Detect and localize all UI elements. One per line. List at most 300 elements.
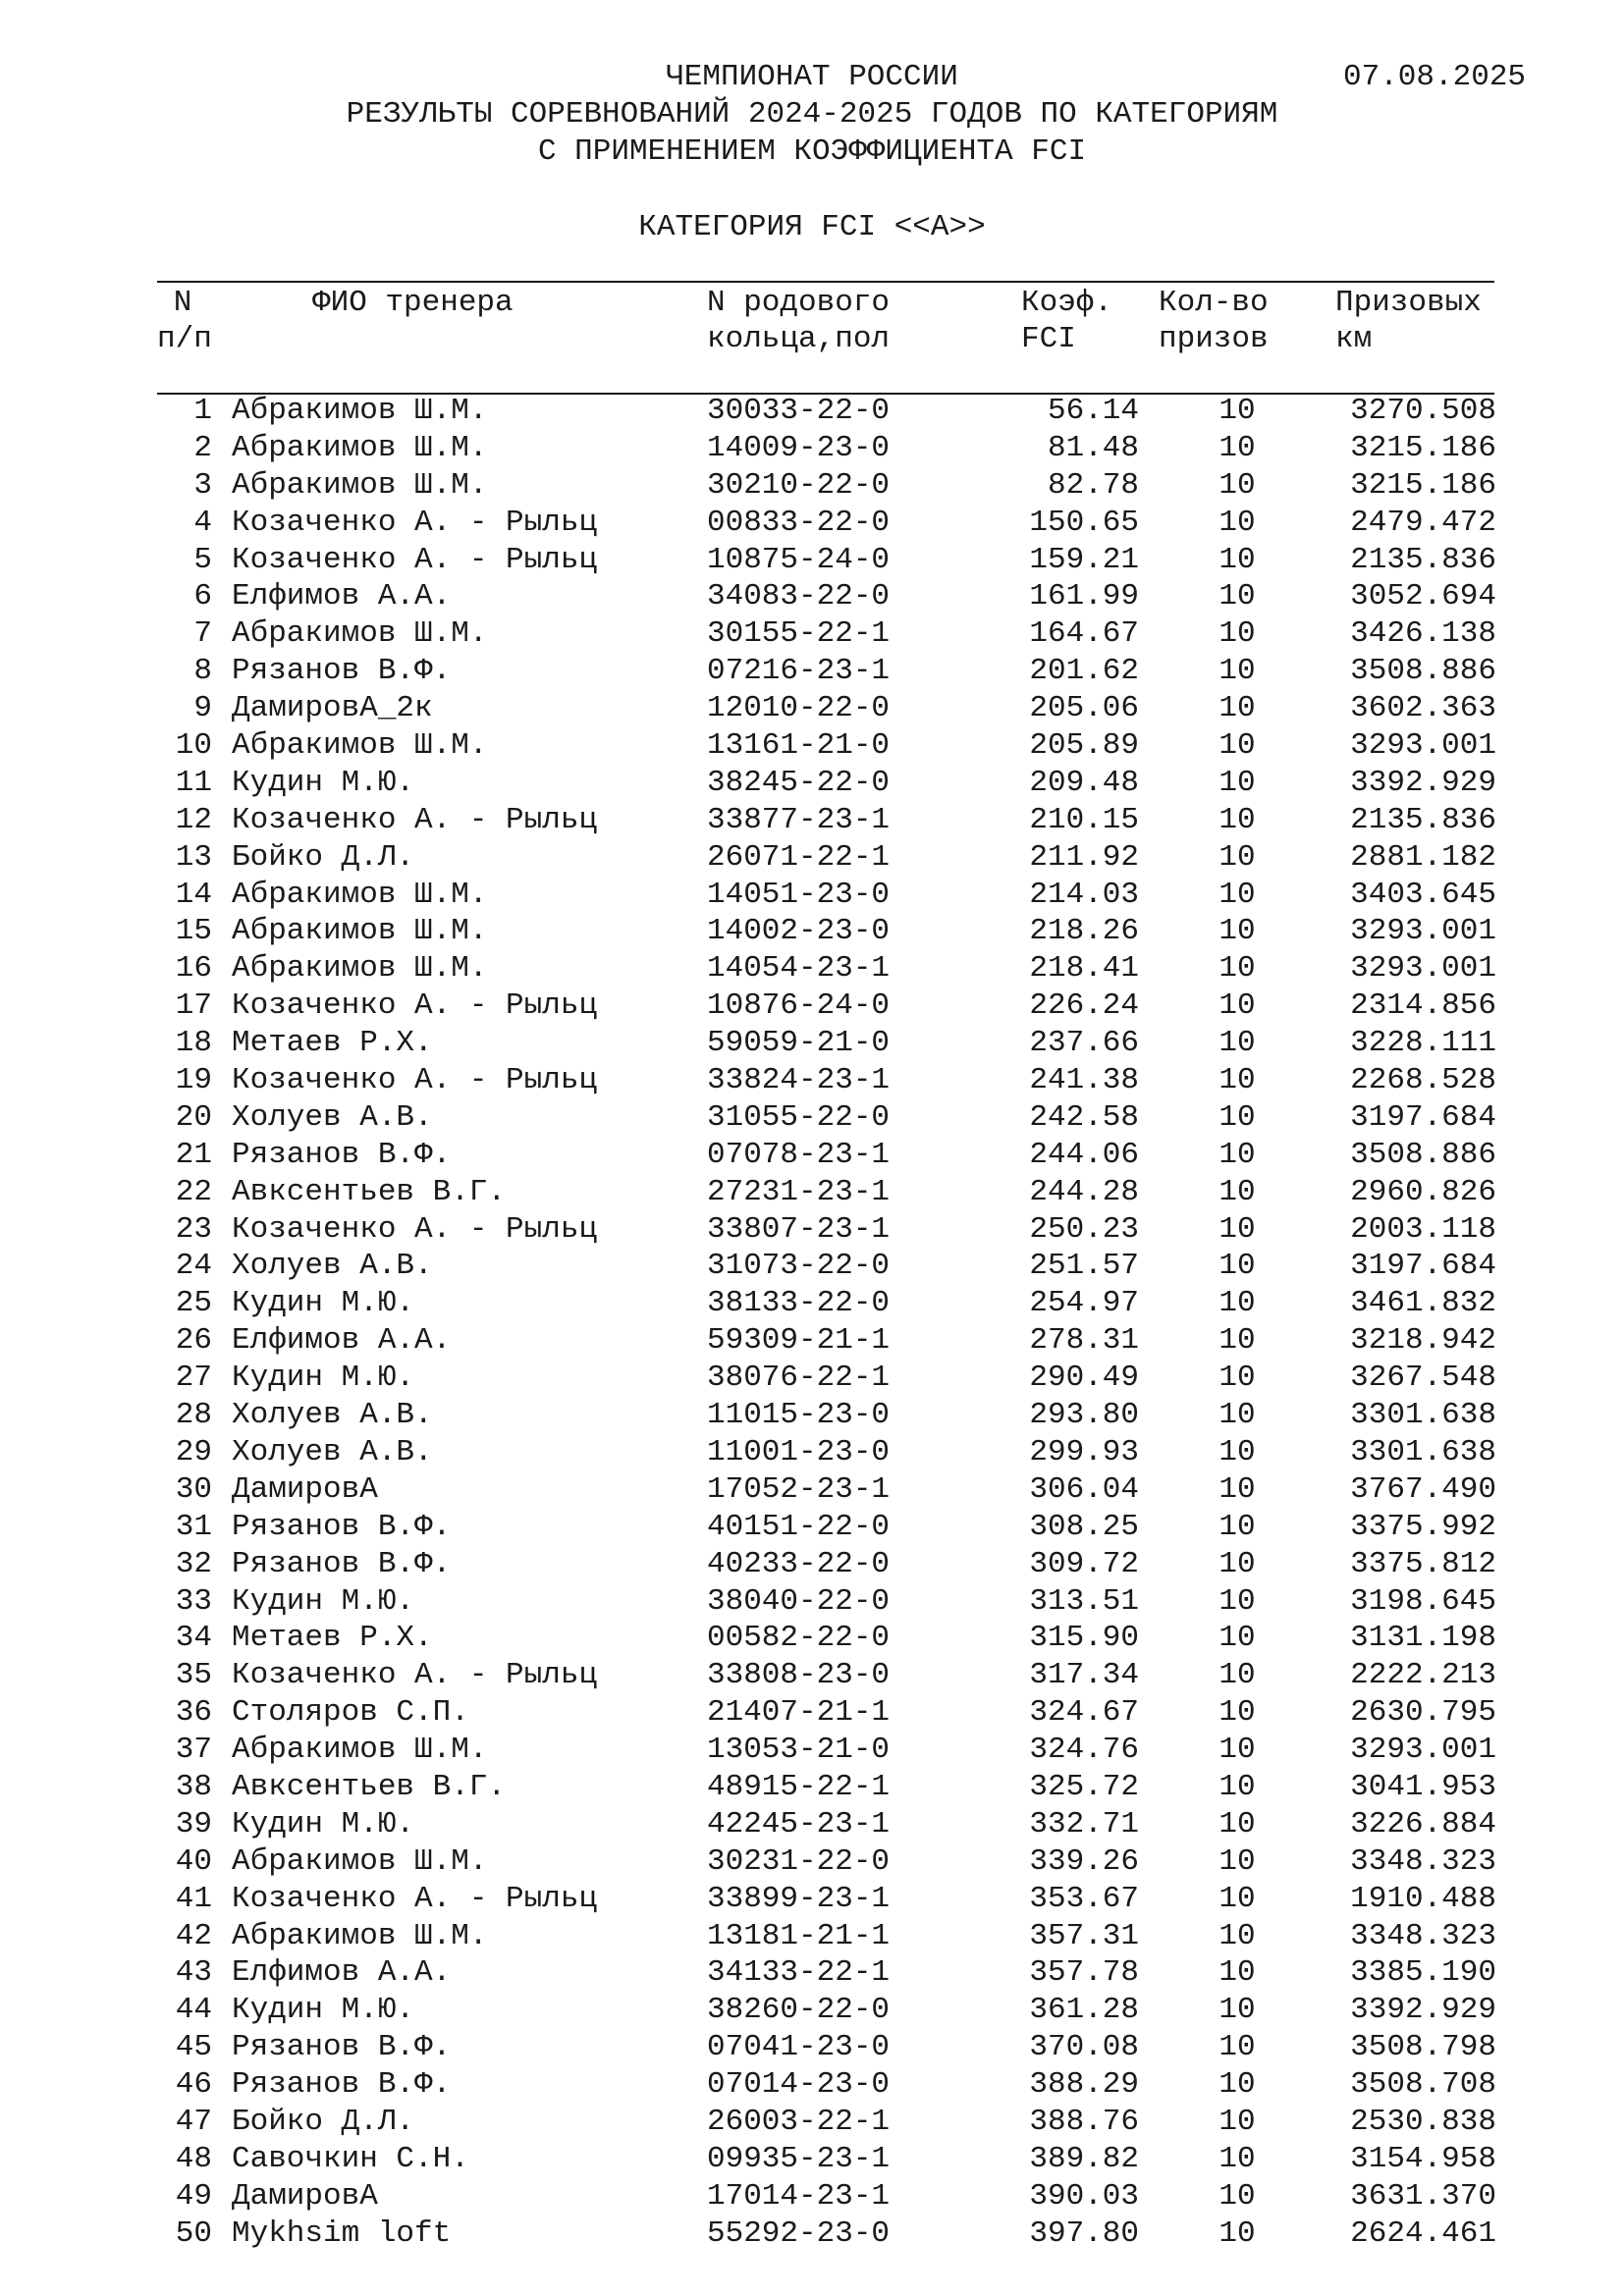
row-number: 32: [175, 1546, 212, 1581]
table-row: [0, 988, 1624, 1025]
prize-count: 10: [1218, 728, 1256, 764]
prize-count: 10: [1218, 654, 1256, 689]
prize-km: 3508.886: [1350, 1137, 1496, 1172]
trainer-name: Абракимов Ш.М.: [232, 394, 488, 428]
prize-km: 3270.508: [1350, 394, 1496, 428]
fci-coefficient: 357.31: [1029, 1918, 1139, 1953]
prize-km: 3508.708: [1350, 2067, 1496, 2103]
fci-coefficient: 353.67: [1029, 1881, 1139, 1916]
trainer-name: Козаченко А. - Рыльц: [232, 1658, 598, 1693]
table-row: [0, 1322, 1624, 1360]
row-number: 44: [175, 1993, 212, 2028]
ring-number: 14051-23-0: [707, 877, 891, 912]
ring-number: 30155-22-1: [707, 616, 891, 652]
fci-coefficient: 242.58: [1029, 1099, 1139, 1135]
fci-coefficient: 278.31: [1029, 1323, 1139, 1359]
trainer-name: Кудин М.Ю.: [232, 765, 415, 800]
ring-number: 11001-23-0: [707, 1434, 891, 1469]
row-number: 31: [175, 1509, 212, 1544]
table-row: [0, 1843, 1624, 1881]
ring-number: 34083-22-0: [707, 579, 891, 614]
ring-number: 13181-21-1: [707, 1918, 891, 1953]
trainer-name: Рязанов В.Ф.: [232, 1546, 452, 1581]
prize-count: 10: [1218, 616, 1256, 652]
ring-number: 38076-22-1: [707, 1361, 891, 1396]
fci-coefficient: 244.28: [1029, 1174, 1139, 1209]
ring-number: 33807-23-1: [707, 1211, 891, 1247]
trainer-name: Метаев Р.Х.: [232, 1621, 433, 1656]
prize-km: 3218.942: [1350, 1323, 1496, 1359]
table-row: [0, 1657, 1624, 1694]
table-row: [0, 2104, 1624, 2141]
table-row: [0, 690, 1624, 727]
table-row: [0, 615, 1624, 653]
fci-coefficient: 159.21: [1029, 542, 1139, 577]
row-number: 4: [193, 505, 212, 540]
prize-km: 3154.958: [1350, 2141, 1496, 2176]
trainer-name: Елфимов А.А.: [232, 579, 452, 614]
table-row: [0, 1025, 1624, 1062]
ring-number: 55292-23-0: [707, 2216, 891, 2251]
fci-coefficient: 161.99: [1029, 579, 1139, 614]
trainer-name: Холуев А.В.: [232, 1398, 433, 1433]
table-row: [0, 1509, 1624, 1546]
ring-number: 27231-23-1: [707, 1174, 891, 1209]
prize-count: 10: [1218, 1434, 1256, 1469]
fci-coefficient: 299.93: [1029, 1434, 1139, 1469]
ring-number: 26071-22-1: [707, 839, 891, 875]
table-row: [0, 1471, 1624, 1509]
prize-count: 10: [1218, 765, 1256, 800]
trainer-name: Козаченко А. - Рыльц: [232, 542, 598, 577]
row-number: 13: [175, 839, 212, 875]
prize-km: 3426.138: [1350, 616, 1496, 652]
table-row: [0, 877, 1624, 914]
prize-km: 3461.832: [1350, 1286, 1496, 1321]
fci-coefficient: 317.34: [1029, 1658, 1139, 1693]
prize-count: 10: [1218, 1361, 1256, 1396]
fci-coefficient: 250.23: [1029, 1211, 1139, 1247]
prize-km: 2960.826: [1350, 1174, 1496, 1209]
prize-count: 10: [1218, 1843, 1256, 1879]
ring-number: 38245-22-0: [707, 765, 891, 800]
table-row: [0, 1694, 1624, 1732]
ring-number: 34133-22-1: [707, 1955, 891, 1991]
prize-km: 3508.798: [1350, 2030, 1496, 2065]
ring-number: 14002-23-0: [707, 914, 891, 949]
ring-number: 07216-23-1: [707, 654, 891, 689]
table-row: [0, 1992, 1624, 2029]
trainer-name: ДамировА: [232, 1471, 378, 1507]
trainer-name: ДамировА: [232, 2178, 378, 2214]
fci-coefficient: 82.78: [1047, 467, 1139, 503]
prize-km: 3293.001: [1350, 1733, 1496, 1768]
prize-km: 3293.001: [1350, 728, 1496, 764]
fci-coefficient: 308.25: [1029, 1509, 1139, 1544]
prize-km: 3215.186: [1350, 430, 1496, 465]
prize-km: 3385.190: [1350, 1955, 1496, 1991]
table-row: [0, 1918, 1624, 1955]
ring-number: 09935-23-1: [707, 2141, 891, 2176]
trainer-name: Абракимов Ш.М.: [232, 877, 488, 912]
table-row: [0, 1099, 1624, 1137]
trainer-name: Холуев А.В.: [232, 1434, 433, 1469]
trainer-name: Рязанов В.Ф.: [232, 2030, 452, 2065]
prize-count: 10: [1218, 1546, 1256, 1581]
ring-number: 12010-22-0: [707, 691, 891, 726]
ring-number: 14009-23-0: [707, 430, 891, 465]
prize-km: 3767.490: [1350, 1471, 1496, 1507]
trainer-name: Абракимов Ш.М.: [232, 430, 488, 465]
results-title: РЕЗУЛЬТЫ СОРЕВНОВАНИЙ 2024-2025 ГОДОВ ПО КАТЕГОРИЯМ: [346, 97, 1278, 132]
table-row: [0, 1174, 1624, 1211]
table-row: [0, 505, 1624, 542]
fci-coefficient: 205.06: [1029, 691, 1139, 726]
prize-count: 10: [1218, 1881, 1256, 1916]
prize-km: 3348.323: [1350, 1918, 1496, 1953]
table-row: [0, 727, 1624, 765]
fci-coefficient: 370.08: [1029, 2030, 1139, 2065]
prize-km: 3293.001: [1350, 951, 1496, 987]
fci-coefficient: 81.48: [1047, 430, 1139, 465]
row-number: 33: [175, 1583, 212, 1619]
table-row: [0, 467, 1624, 505]
fci-coefficient: 254.97: [1029, 1286, 1139, 1321]
header-top-rule: [157, 281, 1494, 283]
ring-number: 07078-23-1: [707, 1137, 891, 1172]
prize-count: 10: [1218, 1323, 1256, 1359]
row-number: 12: [175, 802, 212, 837]
ring-number: 21407-21-1: [707, 1695, 891, 1731]
row-number: 17: [175, 988, 212, 1024]
row-number: 21: [175, 1137, 212, 1172]
table-row: [0, 1954, 1624, 1992]
trainer-name: Авксентьев В.Г.: [232, 1174, 507, 1209]
prize-count: 10: [1218, 394, 1256, 428]
table-row: [0, 653, 1624, 690]
row-number: 2: [193, 430, 212, 465]
prize-km: 3631.370: [1350, 2178, 1496, 2214]
ring-number: 31055-22-0: [707, 1099, 891, 1135]
table-row: [0, 1769, 1624, 1806]
prize-count: 10: [1218, 1918, 1256, 1953]
table-row: [0, 430, 1624, 467]
row-number: 27: [175, 1361, 212, 1396]
row-number: 1: [193, 394, 212, 428]
column-header-trainer: ФИО тренера: [312, 286, 514, 320]
row-number: 38: [175, 1769, 212, 1804]
fci-coefficient: 201.62: [1029, 654, 1139, 689]
row-number: 5: [193, 542, 212, 577]
trainer-name: Абракимов Ш.М.: [232, 728, 488, 764]
prize-km: 3041.953: [1350, 1769, 1496, 1804]
trainer-name: Абракимов Ш.М.: [232, 914, 488, 949]
row-number: 40: [175, 1843, 212, 1879]
row-number: 34: [175, 1621, 212, 1656]
ring-number: 10876-24-0: [707, 988, 891, 1024]
ring-number: 38260-22-0: [707, 1993, 891, 2028]
table-row: [0, 913, 1624, 950]
row-number: 50: [175, 2216, 212, 2251]
ring-number: 10875-24-0: [707, 542, 891, 577]
row-number: 45: [175, 2030, 212, 2065]
trainer-name: Рязанов В.Ф.: [232, 2067, 452, 2103]
row-number: 39: [175, 1806, 212, 1842]
prize-count: 10: [1218, 802, 1256, 837]
row-number: 43: [175, 1955, 212, 1991]
fci-coefficient: 324.76: [1029, 1733, 1139, 1768]
row-number: 20: [175, 1099, 212, 1135]
table-row: [0, 1137, 1624, 1174]
ring-number: 17052-23-1: [707, 1471, 891, 1507]
trainer-name: Абракимов Ш.М.: [232, 1733, 488, 1768]
trainer-name: Кудин М.Ю.: [232, 1993, 415, 2028]
column-header-prize-km: Призовых км: [1335, 286, 1482, 356]
trainer-name: Холуев А.В.: [232, 1099, 433, 1135]
prize-count: 10: [1218, 1955, 1256, 1991]
prize-count: 10: [1218, 1733, 1256, 1768]
table-row: [0, 2066, 1624, 2104]
prize-count: 10: [1218, 691, 1256, 726]
prize-count: 10: [1218, 1099, 1256, 1135]
table-row: [0, 542, 1624, 579]
prize-count: 10: [1218, 2104, 1256, 2139]
fci-coefficient: 390.03: [1029, 2178, 1139, 2214]
row-number: 14: [175, 877, 212, 912]
trainer-name: Кудин М.Ю.: [232, 1583, 415, 1619]
prize-count: 10: [1218, 914, 1256, 949]
prize-count: 10: [1218, 988, 1256, 1024]
fci-coefficient: 56.14: [1047, 394, 1139, 428]
ring-number: 33899-23-1: [707, 1881, 891, 1916]
table-row: [0, 950, 1624, 988]
row-number: 6: [193, 579, 212, 614]
prize-count: 10: [1218, 877, 1256, 912]
row-number: 18: [175, 1026, 212, 1061]
row-number: 26: [175, 1323, 212, 1359]
prize-km: 2222.213: [1350, 1658, 1496, 1693]
prize-count: 10: [1218, 430, 1256, 465]
prize-count: 10: [1218, 1509, 1256, 1544]
row-number: 46: [175, 2067, 212, 2103]
prize-km: 3052.694: [1350, 579, 1496, 614]
ring-number: 59309-21-1: [707, 1323, 891, 1359]
prize-km: 3198.645: [1350, 1583, 1496, 1619]
trainer-name: Рязанов В.Ф.: [232, 1509, 452, 1544]
prize-km: 2268.528: [1350, 1063, 1496, 1098]
prize-count: 10: [1218, 2067, 1256, 2103]
row-number: 36: [175, 1695, 212, 1731]
prize-count: 10: [1218, 1286, 1256, 1321]
prize-count: 10: [1218, 951, 1256, 987]
trainer-name: Козаченко А. - Рыльц: [232, 802, 598, 837]
column-header-prize-count: Кол-во призов: [1159, 286, 1269, 356]
ring-number: 30231-22-0: [707, 1843, 891, 1879]
prize-km: 3197.684: [1350, 1249, 1496, 1284]
prize-km: 3228.111: [1350, 1026, 1496, 1061]
fci-coefficient: 389.82: [1029, 2141, 1139, 2176]
table-row: [0, 1583, 1624, 1621]
prize-count: 10: [1218, 467, 1256, 503]
ring-number: 38040-22-0: [707, 1583, 891, 1619]
trainer-name: Абракимов Ш.М.: [232, 1843, 488, 1879]
prize-km: 3508.886: [1350, 654, 1496, 689]
prize-km: 3602.363: [1350, 691, 1496, 726]
prize-count: 10: [1218, 1249, 1256, 1284]
ring-number: 00582-22-0: [707, 1621, 891, 1656]
row-number: 7: [193, 616, 212, 652]
prize-km: 2881.182: [1350, 839, 1496, 875]
prize-count: 10: [1218, 542, 1256, 577]
table-row: [0, 1434, 1624, 1471]
fci-coefficient: 325.72: [1029, 1769, 1139, 1804]
prize-km: 3375.992: [1350, 1509, 1496, 1544]
table-row: [0, 765, 1624, 802]
table-row: [0, 1620, 1624, 1657]
trainer-name: Метаев Р.Х.: [232, 1026, 433, 1061]
trainer-name: Козаченко А. - Рыльц: [232, 1063, 598, 1098]
row-number: 8: [193, 654, 212, 689]
fci-coefficient: 306.04: [1029, 1471, 1139, 1507]
prize-km: 2479.472: [1350, 505, 1496, 540]
trainer-name: Абракимов Ш.М.: [232, 616, 488, 652]
prize-km: 2003.118: [1350, 1211, 1496, 1247]
ring-number: 42245-23-1: [707, 1806, 891, 1842]
row-number: 11: [175, 765, 212, 800]
table-row: [0, 1360, 1624, 1397]
ring-number: 30033-22-0: [707, 394, 891, 428]
ring-number: 48915-22-1: [707, 1769, 891, 1804]
trainer-name: Козаченко А. - Рыльц: [232, 505, 598, 540]
prize-count: 10: [1218, 1806, 1256, 1842]
trainer-name: ДамировА_2к: [232, 691, 433, 726]
coefficient-subtitle: С ПРИМЕНЕНИЕМ КОЭФФИЦИЕНТА FCI: [537, 134, 1087, 169]
prize-count: 10: [1218, 1583, 1256, 1619]
prize-count: 10: [1218, 1211, 1256, 1247]
category-title: КАТЕГОРИЯ FCI <<A>>: [638, 210, 986, 244]
fci-coefficient: 361.28: [1029, 1993, 1139, 2028]
table-row: [0, 1062, 1624, 1099]
trainer-name: Савочкин С.Н.: [232, 2141, 469, 2176]
fci-coefficient: 150.65: [1029, 505, 1139, 540]
trainer-name: Елфимов А.А.: [232, 1955, 452, 1991]
table-row: [0, 1881, 1624, 1918]
row-number: 22: [175, 1174, 212, 1209]
trainer-name: Бойко Д.Л.: [232, 839, 415, 875]
prize-count: 10: [1218, 1137, 1256, 1172]
ring-number: 30210-22-0: [707, 467, 891, 503]
prize-km: 3301.638: [1350, 1434, 1496, 1469]
prize-km: 3197.684: [1350, 1099, 1496, 1135]
row-number: 3: [193, 467, 212, 503]
ring-number: 33824-23-1: [707, 1063, 891, 1098]
ring-number: 31073-22-0: [707, 1249, 891, 1284]
prize-km: 3301.638: [1350, 1398, 1496, 1433]
row-number: 16: [175, 951, 212, 987]
trainer-name: Козаченко А. - Рыльц: [232, 1211, 598, 1247]
table-row: [0, 393, 1624, 430]
fci-coefficient: 313.51: [1029, 1583, 1139, 1619]
ring-number: 59059-21-0: [707, 1026, 891, 1061]
column-header-number: N п/п: [157, 286, 212, 356]
trainer-name: Абракимов Ш.М.: [232, 467, 488, 503]
trainer-name: Рязанов В.Ф.: [232, 654, 452, 689]
prize-km: 2624.461: [1350, 2216, 1496, 2251]
fci-coefficient: 388.76: [1029, 2104, 1139, 2139]
fci-coefficient: 210.15: [1029, 802, 1139, 837]
results-table-body: [0, 393, 1624, 2253]
trainer-name: Абракимов Ш.М.: [232, 951, 488, 987]
fci-coefficient: 397.80: [1029, 2216, 1139, 2251]
ring-number: 38133-22-0: [707, 1286, 891, 1321]
fci-coefficient: 226.24: [1029, 988, 1139, 1024]
fci-coefficient: 205.89: [1029, 728, 1139, 764]
fci-coefficient: 244.06: [1029, 1137, 1139, 1172]
row-number: 30: [175, 1471, 212, 1507]
prize-count: 10: [1218, 1769, 1256, 1804]
row-number: 48: [175, 2141, 212, 2176]
prize-km: 2314.856: [1350, 988, 1496, 1024]
trainer-name: Бойко Д.Л.: [232, 2104, 415, 2139]
prize-km: 2135.836: [1350, 542, 1496, 577]
trainer-name: Абракимов Ш.М.: [232, 1918, 488, 1953]
championship-title: ЧЕМПИОНАТ РОССИИ: [666, 60, 958, 94]
column-header-ring-number: N родового кольца,пол: [707, 286, 891, 356]
row-number: 28: [175, 1398, 212, 1433]
table-row: [0, 578, 1624, 615]
fci-coefficient: 332.71: [1029, 1806, 1139, 1842]
prize-km: 3267.548: [1350, 1361, 1496, 1396]
prize-count: 10: [1218, 1063, 1256, 1098]
fci-coefficient: 357.78: [1029, 1955, 1139, 1991]
trainer-name: Рязанов В.Ф.: [232, 1137, 452, 1172]
ring-number: 26003-22-1: [707, 2104, 891, 2139]
table-row: [0, 839, 1624, 877]
row-number: 10: [175, 728, 212, 764]
row-number: 24: [175, 1249, 212, 1284]
fci-coefficient: 209.48: [1029, 765, 1139, 800]
ring-number: 11015-23-0: [707, 1398, 891, 1433]
prize-count: 10: [1218, 2216, 1256, 2251]
prize-count: 10: [1218, 1621, 1256, 1656]
trainer-name: Кудин М.Ю.: [232, 1361, 415, 1396]
prize-km: 1910.488: [1350, 1881, 1496, 1916]
prize-count: 10: [1218, 839, 1256, 875]
row-number: 42: [175, 1918, 212, 1953]
row-number: 49: [175, 2178, 212, 2214]
row-number: 29: [175, 1434, 212, 1469]
prize-count: 10: [1218, 2178, 1256, 2214]
ring-number: 33877-23-1: [707, 802, 891, 837]
fci-coefficient: 211.92: [1029, 839, 1139, 875]
fci-coefficient: 339.26: [1029, 1843, 1139, 1879]
row-number: 37: [175, 1733, 212, 1768]
ring-number: 13161-21-0: [707, 728, 891, 764]
fci-coefficient: 218.26: [1029, 914, 1139, 949]
row-number: 41: [175, 1881, 212, 1916]
table-row: [0, 1806, 1624, 1843]
ring-number: 40233-22-0: [707, 1546, 891, 1581]
prize-count: 10: [1218, 1658, 1256, 1693]
fci-coefficient: 218.41: [1029, 951, 1139, 987]
prize-count: 10: [1218, 505, 1256, 540]
fci-coefficient: 315.90: [1029, 1621, 1139, 1656]
table-row: [0, 1546, 1624, 1583]
prize-km: 2530.838: [1350, 2104, 1496, 2139]
table-row: [0, 802, 1624, 839]
row-number: 15: [175, 914, 212, 949]
trainer-name: Кудин М.Ю.: [232, 1286, 415, 1321]
